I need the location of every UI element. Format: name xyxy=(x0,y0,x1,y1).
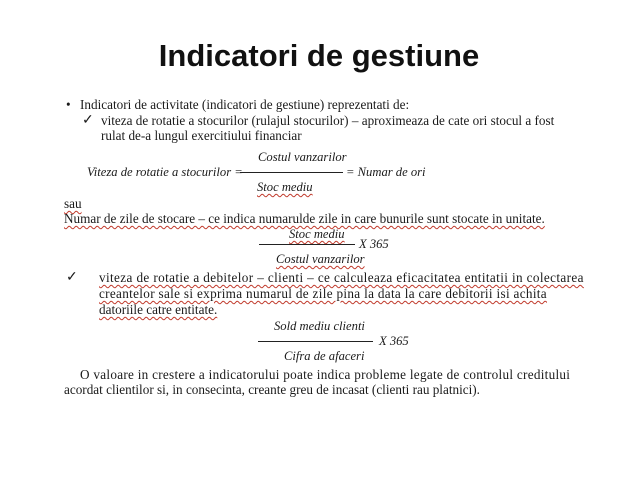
formula1-left: Viteza de rotatie a stocurilor = xyxy=(87,165,243,179)
item2-line1: viteza de rotatie a debitelor – clienti – ce calculeaza eficacitatea entitatii in colectarea xyxy=(99,270,584,285)
formula3-denominator: Cifra de afaceri xyxy=(284,349,365,363)
check-icon: ✓ xyxy=(66,270,78,285)
formula1-right: = Numar de ori xyxy=(346,165,426,179)
numar-zile-text: Numar de zile de stocare – ce indica numarulde zile in care bunurile sunt stocate in unitate. xyxy=(64,211,545,226)
formula2-denominator: Costul vanzarilor xyxy=(276,252,365,266)
formula2-fraction-bar xyxy=(259,244,355,245)
slide-title: Indicatori de gestiune xyxy=(158,38,480,73)
formula1-numerator: Costul vanzarilor xyxy=(258,150,347,164)
intro-text: Indicatori de activitate (indicatori de gestiune) reprezentati de: xyxy=(80,97,410,112)
check-icon: ✓ xyxy=(82,113,94,128)
formula3-fraction-bar xyxy=(258,341,373,342)
item1-line1: viteza de rotatie a stocurilor (rulajul stocurilor) – aproximeaza de cate ori stocul a fost xyxy=(101,113,555,128)
formula1-denominator: Stoc mediu xyxy=(257,180,313,194)
bullet-icon: • xyxy=(66,97,71,112)
item1-line2: rulat de-a lungul exercitiului financiar xyxy=(101,128,302,143)
item2-line2: creantelor sale si exprima numarul de zile pina la data la care debitorii isi achita xyxy=(99,286,547,301)
formula1-fraction-bar xyxy=(240,172,343,173)
formula2-numerator: Stoc mediu xyxy=(289,227,345,241)
item2-line3: datoriile catre entitate. xyxy=(99,302,218,317)
conclusion-line1: O valoare in crestere a indicatorului poate indica probleme legate de controlul creditului xyxy=(80,367,571,382)
conclusion-line2: acordat clientilor si, in consecinta, creante greu de incasat (clienti rau platnici). xyxy=(64,382,480,397)
formula2-multiplier: X 365 xyxy=(359,237,389,251)
sau-text: sau xyxy=(64,196,82,211)
formula3-numerator: Sold mediu clienti xyxy=(274,319,365,333)
formula3-multiplier: X 365 xyxy=(379,334,409,348)
